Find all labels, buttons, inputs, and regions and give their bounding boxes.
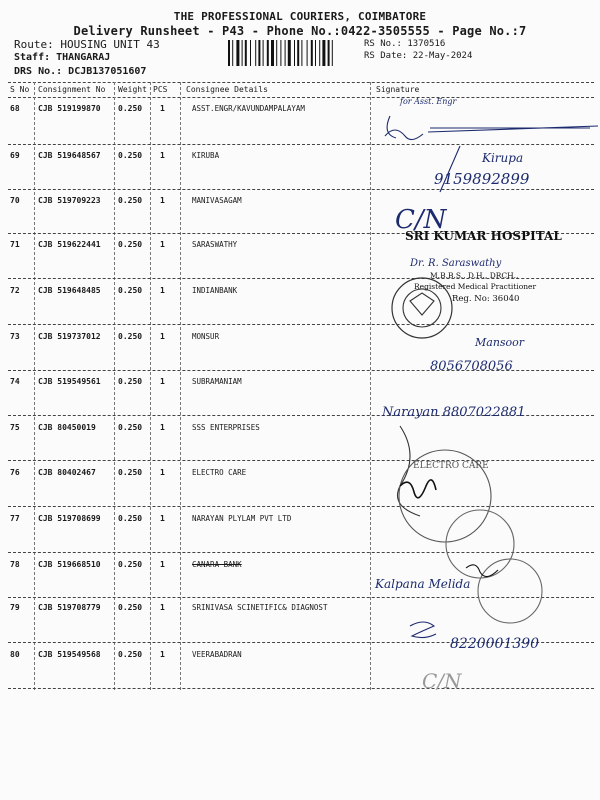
barcode-bar [236,40,239,66]
barcode-bar [232,40,233,66]
sno-cell: 78 [10,560,20,569]
barcode-bar [322,40,325,66]
signature-stroke [400,480,436,498]
pcs-cell: 1 [160,151,165,160]
barcode-bar [307,40,308,66]
signature-stroke [410,622,436,638]
weight-cell: 0.250 [118,468,143,477]
pcs-cell: 1 [160,603,165,612]
consignment-cell: CJB 519199870 [38,104,101,113]
signature-78: Kalpana Melida [375,577,471,591]
sno-cell: 75 [10,423,20,432]
pcs-cell: 1 [160,377,165,386]
consignment-cell: CJB 519708699 [38,514,101,523]
consignee-cell: NARAYAN PLYLAM PVT LTD [192,514,292,523]
barcode-bar [228,40,230,66]
pcs-cell: 1 [160,650,165,659]
consignment-cell: CJB 80402467 [38,468,96,477]
barcode-bar [332,40,333,66]
barcode [228,40,356,66]
signature-stroke [398,426,421,516]
barcode-bar [297,40,299,66]
sno-cell: 69 [10,151,20,160]
barcode-bar [250,40,251,66]
barcode-bar [288,40,291,66]
stamp-hospital-title: SRI KUMAR HOSPITAL [405,229,562,243]
weight-cell: 0.250 [118,240,143,249]
consignee-cell: CANARA BANK [192,560,242,569]
signature-area [370,96,600,696]
weight-cell: 0.250 [118,104,143,113]
barcode-bar [258,40,260,66]
barcode-bar [276,40,277,66]
barcode-bar [242,40,243,66]
signature-75: Narayan 8807022881 [382,405,526,420]
weight-cell: 0.250 [118,514,143,523]
weight-cell: 0.250 [118,650,143,659]
signature-stroke [387,116,396,138]
signature-73-phone: 8056708056 [430,359,513,374]
sno-cell: 71 [10,240,20,249]
sno-cell: 79 [10,603,20,612]
consignment-cell: CJB 519708779 [38,603,101,612]
consignee-cell: SSS ENTERPRISES [192,423,260,432]
rs-date: RS Date: 22-May-2024 [364,51,473,61]
consignee-cell: SUBRAMANIAM [192,377,242,386]
signature-stroke [385,126,598,140]
consignment-cell: CJB 519549568 [38,650,101,659]
sno-cell: 70 [10,196,20,205]
sno-cell: 76 [10,468,20,477]
sno-cell: 68 [10,104,20,113]
pcs-cell: 1 [160,196,165,205]
pcs-cell: 1 [160,560,165,569]
weight-cell: 0.250 [118,377,143,386]
barcode-bar [319,40,320,66]
consignee-cell: VEERABADRAN [192,650,242,659]
bank-logo-icon [410,293,434,315]
sno-cell: 80 [10,650,20,659]
weight-cell: 0.250 [118,603,143,612]
stamp-degree: M.B.B.S., D.H., DRCH., [430,271,519,280]
stamp-practitioner: Registered Medical Practitioner [414,282,537,291]
runsheet-subtitle: Delivery Runsheet - P43 - Phone No.:0422-3505555 - Page No.:7 [73,24,527,38]
consignee-cell: ASST.ENGR/KAVUNDAMPALAYAM [192,104,305,113]
sno-cell: 72 [10,286,20,295]
col-header-pcs: PCS [153,85,168,94]
barcode-bar [255,40,256,66]
consignee-cell: INDIANBANK [192,286,238,295]
sno-cell: 74 [10,377,20,386]
consignee-cell: SARASWATHY [192,240,238,249]
weight-cell: 0.250 [118,286,143,295]
weight-cell: 0.250 [118,423,143,432]
weight-cell: 0.250 [118,196,143,205]
pcs-cell: 1 [160,240,165,249]
stamp-doctor-name: Dr. R. Saraswathy [410,258,502,269]
route-label: Route: HOUSING UNIT 43 [14,38,160,51]
barcode-bar [294,40,295,66]
signature-79: 8220001390 [450,636,540,652]
pcs-cell: 1 [160,514,165,523]
consignment-cell: CJB 519648567 [38,151,101,160]
pcs-cell: 1 [160,468,165,477]
signature-73-name: Mansoor [475,336,525,349]
col-header-signature: Signature [376,85,420,94]
signature-68: for Asst. Engr [400,97,457,106]
consignment-cell: CJB 519737012 [38,332,101,341]
consignee-cell: MONSUR [192,332,220,341]
sno-cell: 77 [10,514,20,523]
consignee-cell: SRINIVASA SCINETIFIC& DIAGNOST [192,603,328,612]
weight-cell: 0.250 [118,560,143,569]
consignment-cell: CJB 519648485 [38,286,101,295]
table-top-rule [8,82,594,83]
company-round-stamp [446,510,514,578]
consignee-cell: MANIVASAGAM [192,196,242,205]
consignee-cell: ELECTRO CARE [192,468,247,477]
sno-cell: 73 [10,332,20,341]
pcs-cell: 1 [160,423,165,432]
weight-cell: 0.250 [118,151,143,160]
col-header-weight: Weight [118,85,147,94]
company-round-stamp [478,559,542,623]
rs-number: RS No.: 1370516 [364,39,446,49]
stamp-reg-no: Reg. No: 36040 [452,294,520,304]
consignment-cell: CJB 519549561 [38,377,101,386]
pcs-cell: 1 [160,286,165,295]
barcode-bar [267,40,269,66]
col-header-sno: S No [10,85,30,94]
drs-number: DRS No.: DCJB137051607 [14,66,147,77]
barcode-bar [271,40,274,66]
signature-69-phone: 9159892899 [434,170,530,188]
electro-care-stamp-text: ELECTRO CARE [413,461,489,471]
company-title: THE PROFESSIONAL COURIERS, COIMBATORE [173,10,427,23]
barcode-bar [280,40,281,66]
weight-cell: 0.250 [118,332,143,341]
barcode-bar [285,40,286,66]
barcode-bar [245,40,247,66]
signature-80: C/N [422,669,462,693]
consignment-cell: CJB 519668510 [38,560,101,569]
signature-69-name: Kirupa [482,151,524,165]
pcs-cell: 1 [160,332,165,341]
consignment-cell: CJB 80450019 [38,423,96,432]
staff-label: Staff: THANGARAJ [14,52,111,63]
barcode-bar [301,40,302,66]
barcode-bar [263,40,264,66]
barcode-bar [315,40,316,66]
barcode-bar [328,40,330,66]
consignment-cell: CJB 519709223 [38,196,101,205]
consignment-cell: CJB 519622441 [38,240,101,249]
consignee-cell: KIRUBA [192,151,220,160]
signature-70: C/N [395,205,447,235]
bank-round-stamp-inner [403,289,441,327]
col-header-consignment: Consignment No [38,85,106,94]
pcs-cell: 1 [160,104,165,113]
col-header-consignee: Consignee Details [186,85,268,94]
barcode-bar [311,40,313,66]
